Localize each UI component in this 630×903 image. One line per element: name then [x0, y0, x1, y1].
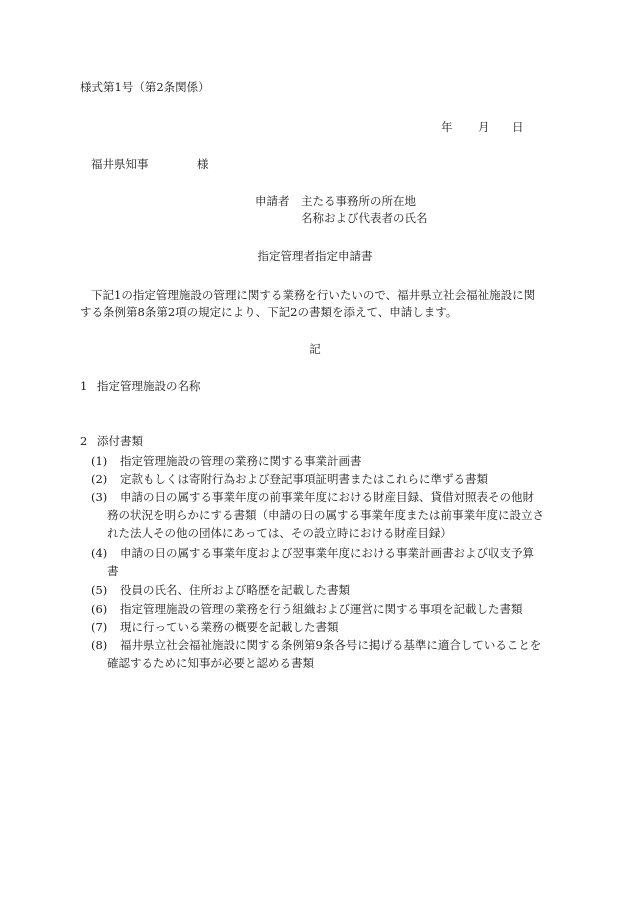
document-title: 指定管理者指定申請書 — [257, 249, 373, 263]
item-3-text-line-3: れた法人その他の団体にあっては、その設立時における財産目録） — [107, 526, 452, 540]
form-number: 様式第1号（第2条関係） — [80, 80, 210, 94]
item-3-text-line-2: 務の状況を明らかにする書類（申請の日の属する事業年度または前事業年度に設立さ — [107, 508, 544, 522]
item-8-text-line-1: 福井県立社会福祉施設に関する条例第9条各号に掲げる基準に適合していることを — [120, 638, 542, 652]
addressee-name: 福井県知事 — [91, 157, 149, 171]
section-1-label: 指定管理施設の名称 — [97, 379, 201, 393]
item-2-text: 定款もしくは寄附行為および登記事項証明書またはこれらに準ずる書類 — [120, 472, 488, 486]
item-6-text: 指定管理施設の管理の業務を行う組織および運営に関する事項を記載した書類 — [120, 602, 523, 616]
date-year: 年 — [441, 120, 453, 134]
item-4-text-line-1: 申請の日の属する事業年度および翌事業年度における事業計画書および収支予算 — [120, 546, 534, 560]
date-day: 日 — [512, 120, 524, 134]
section-2-number: 2 — [80, 434, 88, 448]
item-5-number: (5) — [91, 583, 108, 597]
item-8-text-line-2: 確認するために知事が必要と認める書類 — [107, 656, 314, 670]
item-6-number: (6) — [91, 602, 108, 616]
item-7-number: (7) — [91, 620, 108, 634]
item-2-number: (2) — [91, 472, 108, 486]
item-1-number: (1) — [91, 454, 108, 468]
applicant-name: 名称および代表者の氏名 — [301, 211, 428, 225]
applicant-label: 申請者 — [255, 194, 290, 208]
section-2-label: 添付書類 — [97, 434, 143, 448]
ki-heading: 記 — [309, 342, 321, 356]
item-7-text: 現に行っている業務の概要を記載した書類 — [120, 620, 339, 634]
item-4-number: (4) — [91, 546, 108, 560]
body-line-1: 下記1の指定管理施設の管理に関する業務を行いたいので、福井県立社会福祉施設に関 — [91, 288, 536, 302]
applicant-address: 主たる事務所の所在地 — [301, 194, 416, 208]
item-1-text: 指定管理施設の管理の業務に関する事業計画書 — [120, 454, 362, 468]
item-3-number: (3) — [91, 490, 108, 504]
item-4-text-line-2: 書 — [107, 564, 119, 578]
item-3-text-line-1: 申請の日の属する事業年度の前事業年度における財産目録、貸借対照表その他財 — [120, 490, 534, 504]
body-line-2: する条例第8条第2項の規定により、下記2の書類を添えて、申請します。 — [80, 305, 458, 319]
item-8-number: (8) — [91, 638, 108, 652]
section-1-number: 1 — [80, 379, 88, 393]
addressee-honorific: 様 — [197, 157, 209, 171]
date-month: 月 — [478, 120, 490, 134]
item-5-text: 役員の氏名、住所および略歴を記載した書類 — [120, 583, 350, 597]
